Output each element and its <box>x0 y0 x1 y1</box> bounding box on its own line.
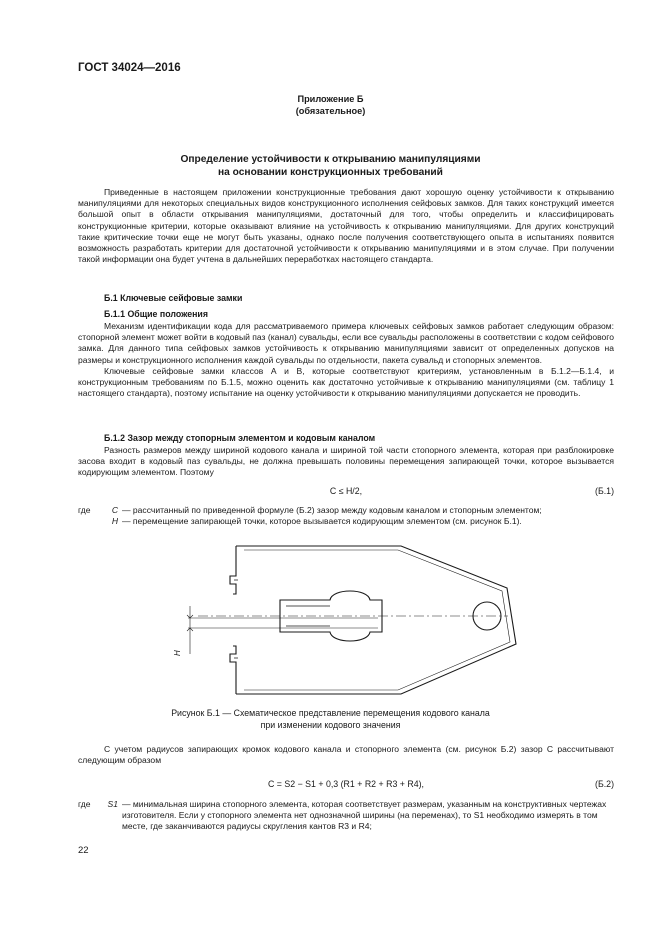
figure-b1-drawing <box>168 536 538 706</box>
formula-b1 <box>78 486 614 498</box>
heading-b11: Б.1.1 Общие положения <box>104 309 208 319</box>
definition-row: H — перемещение запирающей точки, которое вызывается кодирующим элементом (см. рисунок Б.1). <box>111 516 522 527</box>
section-title-line2: на основании конструкционных требований <box>218 167 443 178</box>
page-number: 22 <box>78 845 89 856</box>
section-title-line1: Определение устойчивости к открыванию манипуляциями <box>180 154 481 165</box>
formula-b2-expr: C = S2 − S1 + 0,3 (R1 + R2 + R3 + R4), <box>268 779 424 789</box>
formula-b2-number: (Б.2) <box>595 779 614 789</box>
paragraph-b11 <box>78 321 614 399</box>
formula-b1-expr: C ≤ H/2, <box>329 486 363 496</box>
paragraph-after-figure: С учетом радиусов запирающих кромок кодового канала и стопорного элемента (см. рисунок Б.2) зазор C рассчитывают следующим образом <box>78 744 614 766</box>
paragraph-b11-1: Механизм идентификации кода для рассматриваемого примера ключевых сейфовых замков работает следующим образом: стопорной элемент может войти в кодовый паз (канал) сувальды, если все сувальды расположены в соответствии с кодом сейфового замка. Для данного типа сейфовых замков устойчивость к открыванию манипуляциями зависит от определенных допусков на размеры и конструкционного исполнения каждой сувальды по отдельности, пакета сувальд и стопорных элементов. <box>78 321 614 365</box>
figure-caption-line1: Рисунок Б.1 — Схематическое представление перемещения кодового канала <box>171 708 490 718</box>
paragraph-b12: Разность размеров между шириной кодового канала и шириной той части стопорного элемента, которая при разблокировке засова входит в кодовый паз сувальды, не должна превышать половины перемещения запирающей точки, которое вызывается кодирующим элементом. Поэтому <box>78 445 614 478</box>
figure-caption-line2: при изменении кодового значения <box>260 720 401 730</box>
formula-b2 <box>78 779 614 791</box>
figure-label-h: H <box>173 650 182 656</box>
heading-b12: Б.1.2 Зазор между стопорным элементом и кодовым каналом <box>104 433 376 443</box>
paragraph-b11-2: Ключевые сейфовые замки классов А и В, которые соответствуют критериям, установленным в Б.1.2—Б.1.4, и конструкционным требованиям по Б.1.5, можно оценить как достаточно устойчивые к открыванию манипуляциями (см. таблицу 1 настоящего стандарта), поэтому испытание на оценку устойчивости к открыванию манипуляциями допускается не проводить. <box>78 365 614 399</box>
definition-row: где C — рассчитанный по приведенной формуле (Б.2) зазор между кодовым каналом и стопорным элементом; <box>78 505 542 515</box>
definition-row: где S1 — минимальная ширина стопорного элемента, которая соответствует размерам, указанным на конструктивных чертежах изготовителя. Если у стопорного элемента нет однозначной ширины (на переменах), то S1 необходимо измерять в том месте, где заканчиваются радиусы скругления кантов R3 и R4; <box>78 799 607 832</box>
definitions-b2 <box>78 799 614 833</box>
appendix-title: Приложение Б <box>297 94 364 104</box>
appendix-status: (обязательное) <box>295 106 366 116</box>
formula-b1-number: (Б.1) <box>595 486 614 496</box>
definitions-b1 <box>78 505 614 527</box>
intro-paragraph: Приведенные в настоящем приложении конструкционные требования дают хорошую оценку устойчивости к открыванию манипуляциями для некоторых специальных видов конструкционного исполнения сейфовых замков. Для таких конструкций имеется большой опыт в области открывания манипуляциями, достаточный для того, чтобы определить и классифицировать конструкционные критерии, которые оказывают влияние на устойчивость к открыванию манипуляциями. Для других конструкций такие критические точки еще не могут быть указаны, однако после получения соответствующего опыта в испытаниях появится возможность разработать критерии для достаточной устойчивости к открыванию манипуляциями и в этом случае. При получении такой информации она будет учтена в дальнейших переработках настоящего стандарта. <box>78 187 614 265</box>
document-header: ГОСТ 34024—2016 <box>78 62 181 74</box>
heading-b1: Б.1 Ключевые сейфовые замки <box>104 293 243 303</box>
